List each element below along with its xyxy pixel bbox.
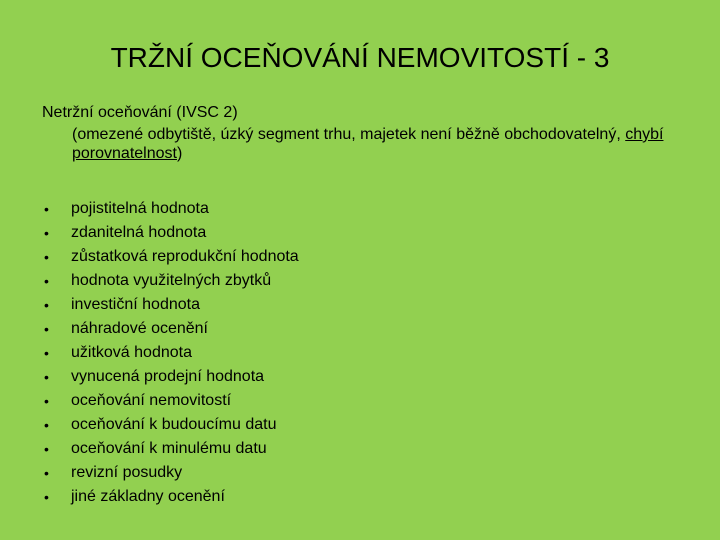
list-item-label: pojistitelná hodnota [71,200,209,217]
bullet-icon: • [44,345,49,361]
list-item [42,389,299,413]
bullet-icon: • [44,489,49,505]
bullet-icon: • [44,297,49,313]
bullet-icon: • [44,441,49,457]
bullet-icon: • [44,273,49,289]
list-item-label: jiné základny ocenění [71,488,225,505]
list-item-label: oceňování nemovitostí [71,392,232,409]
list-item-label: zdanitelná hodnota [71,224,207,241]
intro-note-text: (omezené odbytiště, úzký segment trhu, majetek není běžně obchodovatelný, [72,126,626,143]
slide-title: TRŽNÍ OCEŇOVÁNÍ NEMOVITOSTÍ - 3 [110,42,610,73]
list-item-label: užitková hodnota [71,344,192,361]
list-item [42,485,299,509]
intro-note-underlined: chybí porovnatelnost [72,126,664,162]
bullet-icon: • [44,249,49,265]
list-item-label: náhradové ocenění [71,320,208,337]
intro-note [72,125,682,163]
list-item-label: oceňování k minulému datu [71,440,267,457]
intro-heading: Netržní oceňování (IVSC 2) [42,104,238,121]
list-item [42,221,299,245]
list-item [42,437,299,461]
bullet-list [42,197,299,509]
list-item [42,365,299,389]
list-item-label: investiční hodnota [71,296,200,313]
list-item-label: oceňování k budoucímu datu [71,416,277,433]
list-item [42,245,299,269]
bullet-icon: • [44,321,49,337]
list-item [42,341,299,365]
list-item [42,461,299,485]
list-item [42,413,299,437]
list-item-label: hodnota využitelných zbytků [71,272,272,289]
list-item-label: zůstatková reprodukční hodnota [71,248,299,265]
bullet-icon: • [44,225,49,241]
list-item-label: vynucená prodejní hodnota [71,368,265,385]
bullet-icon: • [44,465,49,481]
intro-note-close: ) [176,145,183,162]
list-item [42,317,299,341]
list-item [42,293,299,317]
bullet-icon: • [44,393,49,409]
list-item [42,269,299,293]
bullet-icon: • [44,369,49,385]
bullet-icon: • [44,417,49,433]
list-item-label: revizní posudky [71,464,183,481]
list-item [42,197,299,221]
intro-block [42,103,682,163]
bullet-icon: • [44,201,49,217]
